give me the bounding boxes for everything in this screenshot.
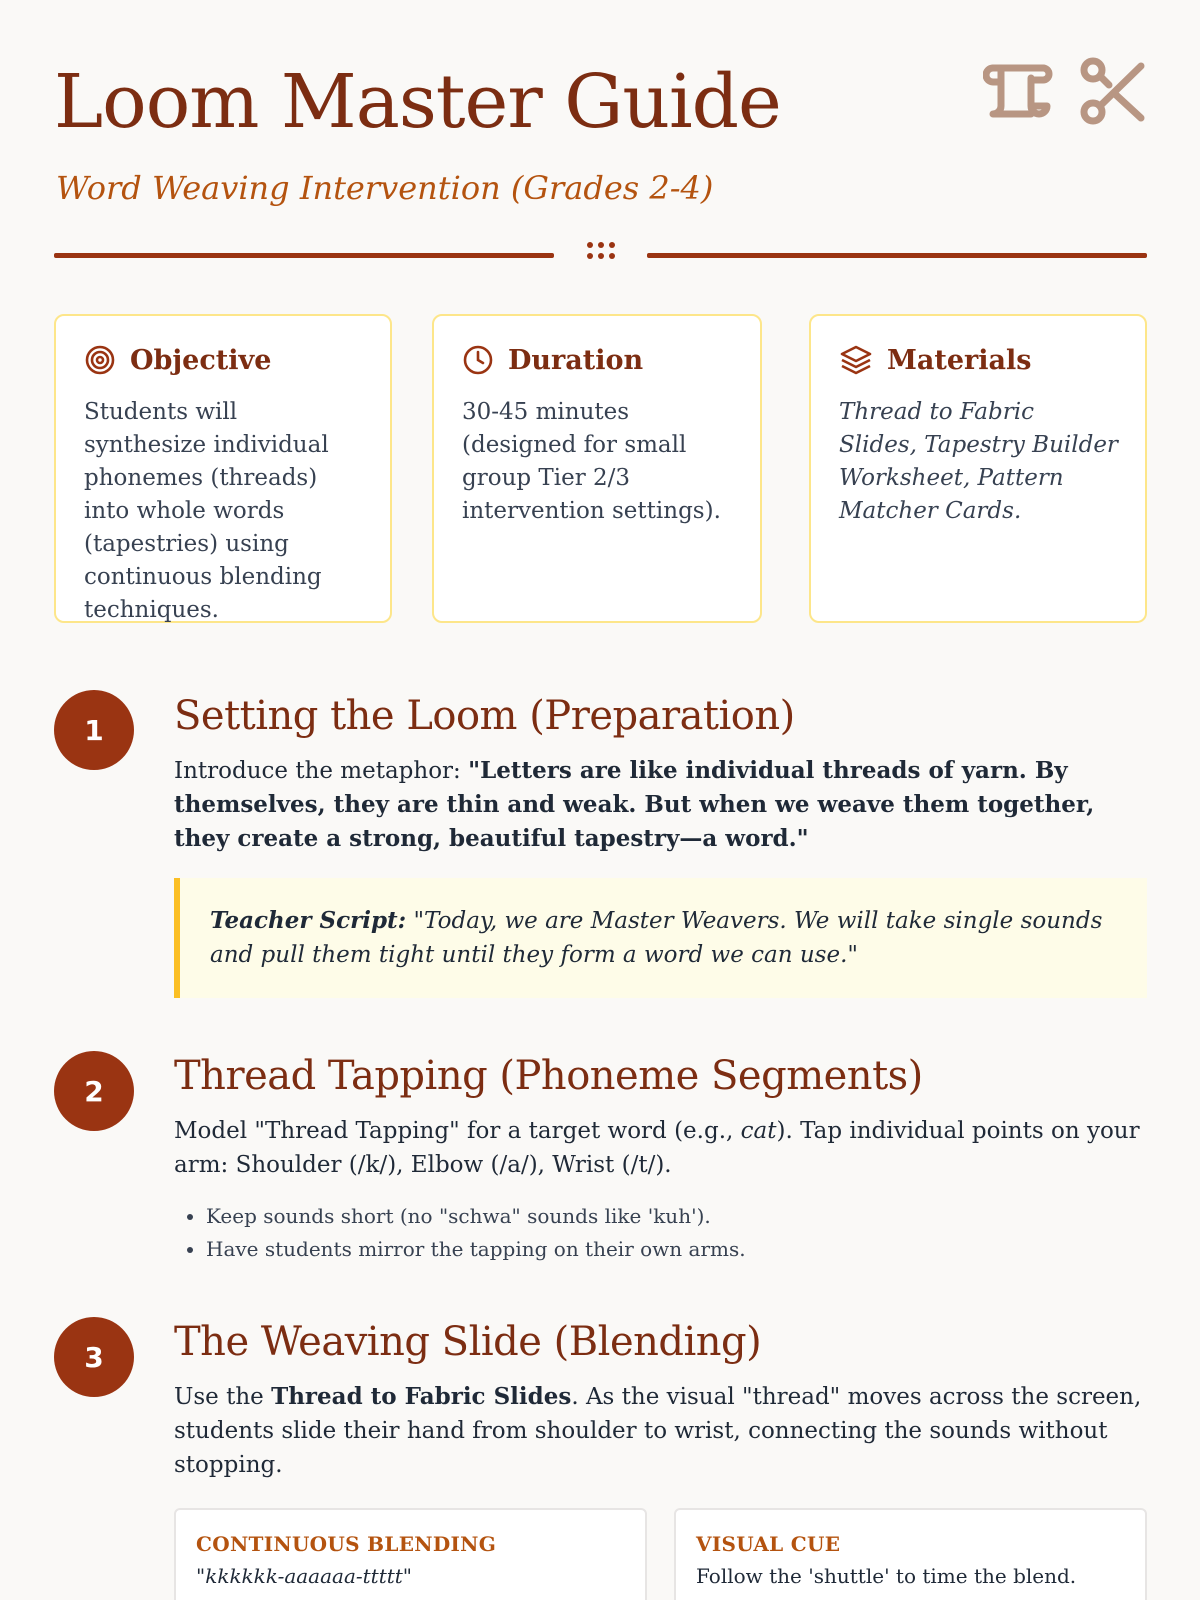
materials-title: Materials xyxy=(887,344,1032,376)
teacher-script-label: Teacher Script: xyxy=(210,907,407,934)
step-1-text xyxy=(174,754,1147,856)
step-1 xyxy=(174,692,1147,998)
objective-card xyxy=(54,314,392,623)
duration-card xyxy=(432,314,762,623)
scissors-icon xyxy=(1077,56,1147,126)
step-2-text xyxy=(174,1114,1147,1182)
info-cards xyxy=(54,314,1147,623)
step-3-strong: Thread to Fabric Slides xyxy=(271,1383,572,1410)
step-3-cues xyxy=(174,1508,1147,1600)
page-subtitle: Word Weaving Intervention (Grades 2-4) xyxy=(56,169,714,207)
list-item: • Keep sounds short (no "schwa" sounds like 'kuh'). xyxy=(206,1200,1147,1233)
duration-body: 30-45 minutes (designed for small group Tier 2/3 intervention settings). xyxy=(462,399,721,524)
clock-icon xyxy=(462,344,494,376)
divider-right xyxy=(647,253,1147,258)
step-3-text xyxy=(174,1380,1147,1482)
target-icon xyxy=(84,344,116,376)
step-number-1: 1 xyxy=(54,690,134,770)
step-1-quote: "Letters are like individual threads of yarn. By themselves, they are thin and weak. But when we weave them together, they create a strong, beautiful tapestry—a word." xyxy=(174,757,1095,852)
continuous-blending-cue xyxy=(174,1508,647,1600)
visual-cue xyxy=(674,1508,1147,1600)
materials-body: Thread to Fabric Slides, Tapestry Builder Worksheet, Pattern Matcher Cards. xyxy=(839,399,1118,524)
duration-title: Duration xyxy=(508,344,644,376)
step-2-text-a: Model "Thread Tapping" for a target word (e.g., xyxy=(174,1118,741,1144)
cue-label: VISUAL CUE xyxy=(696,1532,841,1556)
objective-title: Objective xyxy=(130,344,272,376)
step-2-example: cat xyxy=(740,1118,777,1144)
step-1-title: Setting the Loom (Preparation) xyxy=(174,693,795,739)
step-3-text-a: Use the xyxy=(174,1384,272,1410)
scroll-icon xyxy=(983,56,1053,126)
lesson-guide-page xyxy=(54,0,1147,1600)
step-number-2: 2 xyxy=(54,1051,134,1131)
materials-card xyxy=(809,314,1147,623)
step-3-text-b: . As the visual "thread" moves across the screen, students slide their hand from shoulder to wrist, connecting the sounds without stopping. xyxy=(174,1384,1142,1478)
list-item: • Have students mirror the tapping on their own arms. xyxy=(206,1233,1147,1266)
step-2-title: Thread Tapping (Phoneme Segments) xyxy=(174,1053,923,1099)
objective-body: Students will synthesize individual phonemes (threads) into whole words (tapestries) using continuous blending techniques. xyxy=(84,399,329,623)
cue-text: Follow the 'shuttle' to time the blend. xyxy=(696,1564,1077,1588)
step-1-intro: Introduce the metaphor: xyxy=(174,758,469,784)
layers-icon xyxy=(839,344,873,376)
page-title: Loom Master Guide xyxy=(54,59,781,145)
step-3-title: The Weaving Slide (Blending) xyxy=(174,1319,762,1365)
cue-label: CONTINUOUS BLENDING xyxy=(196,1532,497,1556)
divider-left xyxy=(54,253,554,258)
teacher-script-text: "Today, we are Master Weavers. We will take single sounds and pull them tight until they form a word we can use." xyxy=(210,908,1103,968)
step-number-3: 3 xyxy=(54,1317,134,1397)
teacher-script-box xyxy=(174,878,1147,998)
step-3 xyxy=(174,1318,1147,1600)
step-2-text-b: ). Tap individual points on your arm: Shoulder (/k/), Elbow (/a/), Wrist (/t/). xyxy=(174,1118,1140,1178)
step-2 xyxy=(174,1052,1147,1266)
step-2-bullets xyxy=(174,1200,1147,1266)
header-icons xyxy=(983,56,1147,126)
divider-ornament-icon xyxy=(582,240,622,262)
cue-text: "kkkkkk-aaaaaa-ttttt" xyxy=(196,1564,413,1588)
